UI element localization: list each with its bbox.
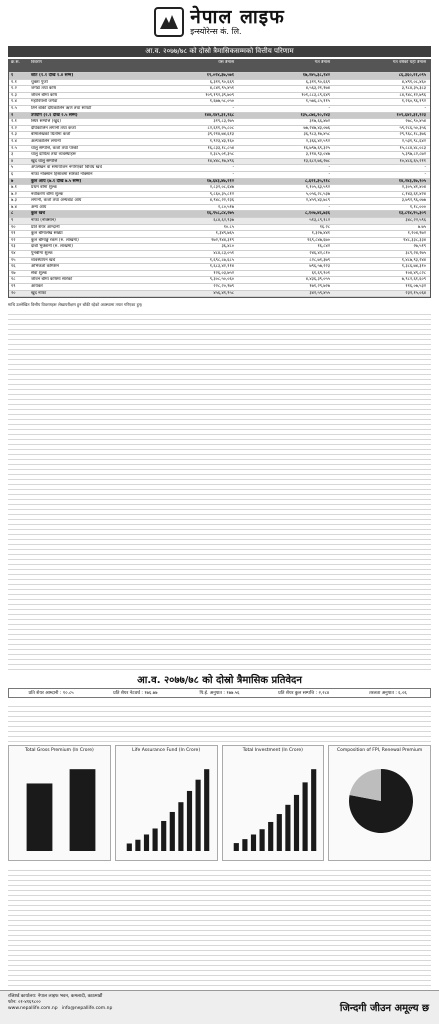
table-row	[9, 291, 430, 298]
report-subtitle: आ.व. २०७७/७८ को दोस्रो त्रैमासिक प्रतिवेदन	[137, 675, 302, 686]
table-cell: १७,६४३,४७,२१२	[206, 178, 234, 184]
chart-bar	[161, 821, 166, 851]
table-cell: ४,५६३,२१,१७४	[305, 86, 330, 92]
table-cell: आयकर	[31, 284, 43, 289]
table-cell: ७,९८२,६१,६०९	[401, 277, 426, 283]
table-cell: १२६,०३,७५२	[213, 270, 234, 276]
table-cell: नाफा (नोक्सान)	[31, 218, 56, 224]
table-cell: १६.२८	[319, 224, 330, 230]
table-cell: १३५,८७६,९०,२४३	[300, 112, 330, 118]
table-cell: ३८९,२४,२७५	[405, 251, 426, 257]
table-cell: -	[232, 171, 234, 177]
table-cell: व्यवस्थापन खर्च	[31, 257, 56, 263]
table-row	[9, 264, 430, 271]
table-cell: १४८,३३८,३३४	[403, 237, 426, 243]
chart-title: Composition of FPI, Renewal Premium	[337, 748, 423, 753]
table-cell: ५९,२८६,५०,३५६	[399, 125, 426, 131]
table-cell: २,५३१,९८,६४२	[401, 138, 426, 144]
table-row	[9, 185, 430, 192]
ratio-item: प्रति शेयर कुल सम्पत्ति : २,२८४	[278, 691, 330, 696]
table-cell: १.२	[11, 86, 17, 92]
chart-bar	[187, 791, 192, 851]
table-cell: २,८०,५१७	[217, 204, 234, 210]
table-cell: ४५६,४१,९५८	[213, 290, 234, 296]
table-cell: १७२,९४४,३१९	[211, 237, 234, 243]
table-cell: ३,७९२,९६,०७७	[401, 198, 426, 204]
financial-table	[8, 59, 431, 298]
table-row	[9, 244, 430, 251]
table-cell: ४,४३६,३९,०५५	[305, 277, 330, 283]
table-cell: ६,३११,९०,६६९	[305, 79, 330, 85]
chart-title: Total Investment (In Crore)	[242, 748, 303, 753]
chart-bar	[126, 843, 131, 851]
table-cell: ८४,९४८,१२,७९६	[399, 92, 426, 98]
table-cell: ६	[11, 171, 14, 177]
table-cell: १६,८४२	[317, 244, 330, 250]
table-cell: १६,९५८,८४,२७५	[206, 211, 234, 217]
table-cell: सेवा शुल्क	[31, 270, 47, 276]
table-cell: उपयोग (२.१ देखि २.५ सम्म)	[31, 112, 78, 118]
table-row	[9, 211, 430, 218]
table-header	[9, 60, 430, 73]
footer-contact	[8, 994, 258, 1012]
table-cell: २७८,९०,४५४	[405, 119, 426, 125]
header	[0, 0, 439, 44]
table-cell: १४	[11, 251, 16, 257]
chart-investment	[222, 745, 325, 861]
table-cell: ३६,९८३,१७,४५८	[303, 132, 330, 138]
table-row	[9, 119, 430, 126]
table-cell: २९,९६८,१८,३७६	[399, 132, 426, 138]
table-row	[9, 284, 430, 291]
table-cell: ३९,२१४,७४,६१३	[207, 132, 234, 138]
chart-composition	[328, 745, 431, 861]
table-cell: २.२	[11, 125, 17, 131]
table-cell: २,३०५,४१,४०४	[401, 185, 426, 191]
table-cell: ११६,०७,५३२	[405, 284, 426, 289]
table-cell: १६,७९७,६९,३२५	[303, 145, 330, 151]
table-cell: ३४८,२२,५९६	[405, 218, 426, 224]
table-cell: ३१७,६६,४७२	[309, 119, 330, 125]
table-cell: नवीकरण बीमा शुल्क	[31, 191, 64, 197]
table-row	[9, 179, 430, 186]
table-row	[9, 139, 430, 146]
ratio-item: प्रति शेयर नेटवर्थ : १७६.७७	[113, 691, 158, 696]
table-cell: २३२,१५,०६४	[405, 290, 426, 296]
table-cell: ७९६,५७,२२३	[309, 264, 330, 270]
text-lines	[8, 866, 431, 986]
table-cell: दीर्घकालिन लगानी तथा कर्जा	[31, 125, 76, 131]
table-cell: तिर्न बाँकी दीर्घकालिन ऋण तथा सापटी	[31, 105, 92, 111]
table-row	[9, 277, 430, 284]
table-cell: ४	[11, 158, 14, 164]
table-cell: प्रति शेयर आम्दानी	[31, 224, 60, 230]
table-cell: ५,०५६,२८,५३७	[305, 191, 330, 197]
table-cell: ११	[11, 231, 16, 237]
table-cell: १०९,१९२,३९,७०९	[205, 92, 234, 98]
table-cell: १०	[11, 224, 16, 230]
table-cell: १०,४८६,६५,२११	[399, 158, 426, 164]
table-cell: २.५	[11, 145, 17, 151]
chart-bar	[135, 840, 140, 851]
ratio-item: प्रति शेयर आम्दानी : १०.८५	[28, 691, 74, 696]
table-cell: ९,३०८,५०,०६०	[209, 277, 234, 283]
table-cell: बीमालेखको धितोमा कर्जा	[31, 132, 71, 138]
table-cell: २.३	[11, 132, 17, 138]
chart-bar	[70, 769, 96, 851]
table-cell: स्थिर सम्पत्ति (खुद)	[31, 119, 61, 125]
table-cell: २,३६६,४२,५९२	[305, 138, 330, 144]
table-cell: ३,९८४,३५,३८३	[401, 86, 426, 92]
table-cell: ४,४९१,०८,४६०	[401, 79, 426, 85]
table-cell: १०१,८८३,८९,६४९	[301, 92, 330, 98]
table-cell: २४६,४२,८१०	[309, 251, 330, 257]
table-cell: -	[328, 204, 330, 210]
table-cell: १,३४९,७६५	[215, 231, 234, 237]
table-cell: १२	[11, 237, 16, 243]
table-cell: -	[424, 171, 426, 177]
table-cell: २,३८५,०१,३५८	[209, 152, 234, 158]
chart-bar	[285, 805, 290, 851]
chart-bar	[169, 812, 174, 851]
brand-sub: इन्स्योरेन्स कं. लि.	[190, 27, 242, 36]
table-row	[9, 99, 430, 106]
table-cell: अन्य आय	[31, 204, 47, 210]
text-line	[8, 665, 431, 670]
table-row	[9, 258, 430, 265]
table-cell: ४,८४१,९५,४५१	[209, 86, 234, 92]
table-cell: जगेडा तथा कोष	[31, 86, 56, 92]
table-cell: १,१८,०००	[409, 204, 426, 210]
table-cell: ८२८,७१,३७९	[309, 257, 330, 263]
table-cell: -	[328, 165, 330, 171]
ratio-item: तरलता अनुपात : ६.०६	[369, 691, 407, 696]
table-cell: ६१,६९,९०१	[311, 270, 330, 276]
table-cell: अभिकर्ता कमिशन	[31, 264, 59, 270]
table-row	[9, 251, 430, 258]
text-lines	[8, 702, 431, 742]
table-row	[9, 93, 430, 100]
table-cell: ७७,२४७,४३,०७६	[303, 125, 330, 131]
table-cell: -	[424, 165, 426, 171]
chart-bar	[152, 828, 157, 851]
table-cell: २.१	[11, 119, 17, 125]
table-cell: १,६८३,४२,११४	[209, 264, 234, 270]
text-line	[8, 737, 431, 742]
brand	[190, 7, 285, 37]
table-cell: ५	[11, 165, 14, 171]
table-cell: २,४५९,४३,७८९	[305, 198, 330, 204]
table-row	[9, 192, 430, 199]
table-cell: ६,३११,९०,६६९	[209, 79, 234, 85]
table-cell: १.५	[11, 105, 17, 111]
table-row	[9, 271, 430, 278]
text-line	[8, 981, 431, 986]
table-row	[9, 152, 430, 159]
table-cell: कुल खर्च	[31, 211, 45, 217]
table-cell: -	[232, 165, 234, 171]
table-cell: -	[232, 105, 234, 111]
table-row	[9, 126, 430, 133]
table-cell: ३१९,८३,२७५	[213, 119, 234, 125]
table-cell: ७.४	[11, 204, 17, 210]
table-cell: १,१०५,६३,५९२	[305, 185, 330, 191]
chart-bar	[242, 839, 247, 851]
chart-bar	[195, 780, 200, 851]
table-row	[9, 80, 430, 87]
col-header: विवरण	[31, 60, 42, 65]
table-row	[9, 218, 430, 225]
table-cell: खुद चालु सम्पत्ति	[31, 158, 58, 164]
table-cell: दाबी भुक्तानी (रु. लाखमा)	[31, 244, 73, 250]
table-cell: १,३२७,४४१	[311, 231, 330, 237]
table-cell: ८,१४३,६१,४२४	[401, 191, 426, 197]
footer-email-link[interactable]: info@nepallife.com.np	[61, 1006, 113, 1011]
table-cell: १६,८३३,१८,८५४	[207, 145, 234, 151]
table-cell: ५१३,८९,१८२	[309, 218, 330, 224]
table-cell: १४,२४३,१७,९०५	[398, 178, 426, 184]
table-cell: २२८,२०,९७९	[213, 284, 234, 289]
chart-bar	[204, 769, 209, 851]
table-cell: खुद नाफा	[31, 290, 47, 296]
table-cell: ४८४,८३,०५१	[213, 251, 234, 257]
table-cell: १	[11, 73, 14, 78]
table-note: माथि उल्लेखित वित्तीय विवरणहरू लेखापरीक्षण हुन बाँकी रहेको अवस्थामा तयार गरिएका हुन्।	[8, 302, 143, 307]
table-cell: कुल बीमाङ्क रकम (रु. लाखमा)	[31, 237, 79, 243]
table-cell: १३,८९४,९५,३०९	[398, 211, 426, 217]
table-cell: १,६७७,५८,०५०	[209, 99, 234, 105]
table-row	[9, 86, 430, 93]
table-row	[9, 106, 430, 113]
table-cell: ९	[11, 218, 14, 224]
chart-gross-premium	[8, 745, 111, 861]
table-cell: १७	[11, 270, 16, 276]
table-cell: ३६,४८०	[221, 244, 234, 250]
table-row	[9, 73, 430, 80]
brand-name: नेपाल लाइफ	[190, 6, 285, 28]
table-cell: ७.७५	[417, 224, 426, 230]
table-cell: १.४	[11, 99, 17, 105]
col-header: गत वर्षको यही त्रैमास	[392, 60, 426, 65]
table-cell: स्रोत (१.१ देखि १.४ सम्म)	[31, 73, 74, 78]
table-cell: प्रथम बीमा शुल्क	[31, 185, 57, 191]
table-row	[9, 165, 430, 172]
table-row	[9, 159, 430, 166]
table-cell: १,५७६,८५,११५	[305, 99, 330, 105]
table-cell: -	[328, 171, 330, 177]
table-cell: -	[328, 105, 330, 111]
table-cell: १९	[11, 284, 16, 289]
table-cell: महाविपत्ती जगेडा	[31, 99, 58, 105]
table-cell: नाफा नोक्सान हिसाबमा सारेको नोक्सान	[31, 171, 93, 177]
table-row	[9, 231, 430, 238]
table-cell: पुनर्बीमा शुल्क	[31, 251, 53, 257]
table-cell: १,२०४,९७२	[407, 231, 426, 237]
ratio-item: पि.ई. अनुपात : १७७.५६	[199, 691, 240, 696]
table-cell: लगानी, कर्जा तथा अन्यबाट आय	[31, 198, 82, 204]
table-cell: ७.२	[11, 191, 17, 197]
table-cell: १५,८८४,४८,०८३	[399, 145, 426, 151]
table-cell: चालु दायित्व तथा व्यवस्थाहरू	[31, 152, 77, 158]
table-cell: ३	[11, 152, 14, 158]
table-cell: चालु सम्पत्ति, कर्जा तथा पेश्की	[31, 145, 79, 151]
table-cell: ९,८६०,३५,८१२	[209, 191, 234, 197]
table-row	[9, 146, 430, 153]
table-cell: १४,४४८,१७,४९६	[207, 158, 234, 164]
table-cell: अपलेखन वा समायोजन नगरिएको विविध खर्च	[31, 165, 102, 171]
footer-phone: फोन: ०१-४१६९८००	[8, 1000, 41, 1005]
table-cell: १.३	[11, 92, 17, 98]
report-title: आ.व. २०७७/७८ को दोस्रो त्रैमासिकसम्मको वित्तीय परिणाम	[8, 46, 431, 57]
footer-slogan: जिन्दगी जीउन अमूल्य छ	[339, 1003, 429, 1014]
table-cell: १५	[11, 257, 16, 263]
table-cell: २७,५१९	[413, 244, 426, 250]
chart-bar	[302, 782, 307, 851]
table-cell: १३,६८२,७६,२७८	[303, 158, 330, 164]
table-cell: २,८३२,०८,६४७	[209, 185, 234, 191]
table-cell: जीवन बीमा कोषमा सारेको	[31, 277, 73, 283]
table-cell: १,९२३,४३,१६०	[209, 138, 234, 144]
table-cell: ७	[11, 178, 14, 184]
table-cell: अल्पकालिन लगानी	[31, 138, 61, 144]
table-row	[9, 132, 430, 139]
table-cell: ८६,३६०,२१,०९५	[398, 73, 426, 78]
chart-bar	[144, 834, 149, 851]
table-cell: १,४८७,९३,२४४	[401, 257, 426, 263]
chart-bar	[233, 843, 238, 851]
table-cell: १७१,२९,७२७	[309, 284, 330, 289]
chart-bar	[250, 835, 255, 851]
table-cell: ७.१	[11, 185, 17, 191]
footer-web-link[interactable]: www.nepallife.com.np	[8, 1006, 58, 1011]
chart-bar	[268, 822, 273, 851]
table-cell: १,६९८,८७,६८५	[209, 257, 234, 263]
table-cell: ३,११४,९३,०४७	[305, 152, 330, 158]
col-header: क्र.सं.	[11, 60, 20, 65]
table-cell: जीवन बीमा कोष	[31, 92, 57, 98]
chart-bar	[293, 795, 298, 851]
table-cell: १०.८५	[223, 224, 234, 230]
table-cell: ७.३	[11, 198, 17, 204]
footer-address: रजिष्टर्ड कार्यालय: नेपाल लाइफ भवन, कमलादी, काठमाडौं	[8, 994, 103, 999]
table-cell: १,३८६,७४,३१०	[401, 264, 426, 270]
table-cell: ६८४,६२,९३७	[213, 218, 234, 224]
chart-bar	[276, 814, 281, 851]
table-cell: १६	[11, 264, 16, 270]
table-row	[9, 113, 430, 120]
table-cell: ५,३९७,८२,८७२	[401, 152, 426, 158]
table-cell: १९,०२४,३७,५७१	[206, 73, 234, 78]
col-header: गत त्रैमास	[314, 60, 330, 65]
table-cell: ८२,६११,२५,८०८	[207, 125, 234, 131]
table-row	[9, 225, 430, 232]
table-cell: १.१	[11, 79, 17, 85]
table-cell: १८	[11, 277, 16, 283]
detail-table-lines	[8, 310, 431, 670]
table-cell: १,२६०,९६,१९२	[401, 99, 426, 105]
table-cell: १०४,४९,८२८	[405, 270, 426, 276]
table-cell: १४४,१४९,३१,९६८	[204, 112, 234, 118]
table-row	[9, 172, 430, 179]
company-logo-icon	[154, 7, 184, 37]
ratio-bar	[8, 688, 431, 698]
chart-bar	[259, 829, 264, 851]
table-cell: १३	[11, 244, 16, 250]
table-cell: २	[11, 112, 14, 118]
table-cell: १०९,६४२,३१,९२३	[396, 112, 426, 118]
chart-bar	[178, 802, 183, 851]
table-cell: १६९,८४७,६७०	[307, 237, 330, 243]
table-cell: २.४	[11, 138, 17, 144]
chart-title: Total Gross Premium (In Crore)	[24, 748, 94, 753]
chart-bar	[27, 783, 53, 851]
table-row	[9, 205, 430, 212]
table-cell: कुल बीमालेख संख्या	[31, 231, 63, 237]
col-header: यस त्रैमास	[218, 60, 234, 65]
table-cell: ८,१०७,४६,७३६	[304, 211, 330, 217]
table-cell: ३४२,५९,४५५	[309, 290, 330, 296]
table-row	[9, 198, 430, 205]
table-cell: कुल आय (७.१ देखि ७.५ सम्म)	[31, 178, 82, 184]
table-cell: ४,९४८,२२,२३६	[209, 198, 234, 204]
table-cell: २०	[11, 290, 16, 296]
chart-bar	[311, 769, 316, 851]
chart-title: Life Assurance Fund (In Crore)	[132, 748, 201, 753]
table-cell: ८,६२१,३५,९१८	[304, 178, 330, 184]
table-row	[9, 238, 430, 245]
charts-row	[8, 745, 431, 861]
table-cell: चुक्ता पुँजी	[31, 79, 48, 85]
table-cell: ८	[11, 211, 14, 217]
table-cell: -	[424, 105, 426, 111]
chart-life-fund	[115, 745, 218, 861]
table-cell: १७,२४५,३८,९४२	[302, 73, 330, 78]
